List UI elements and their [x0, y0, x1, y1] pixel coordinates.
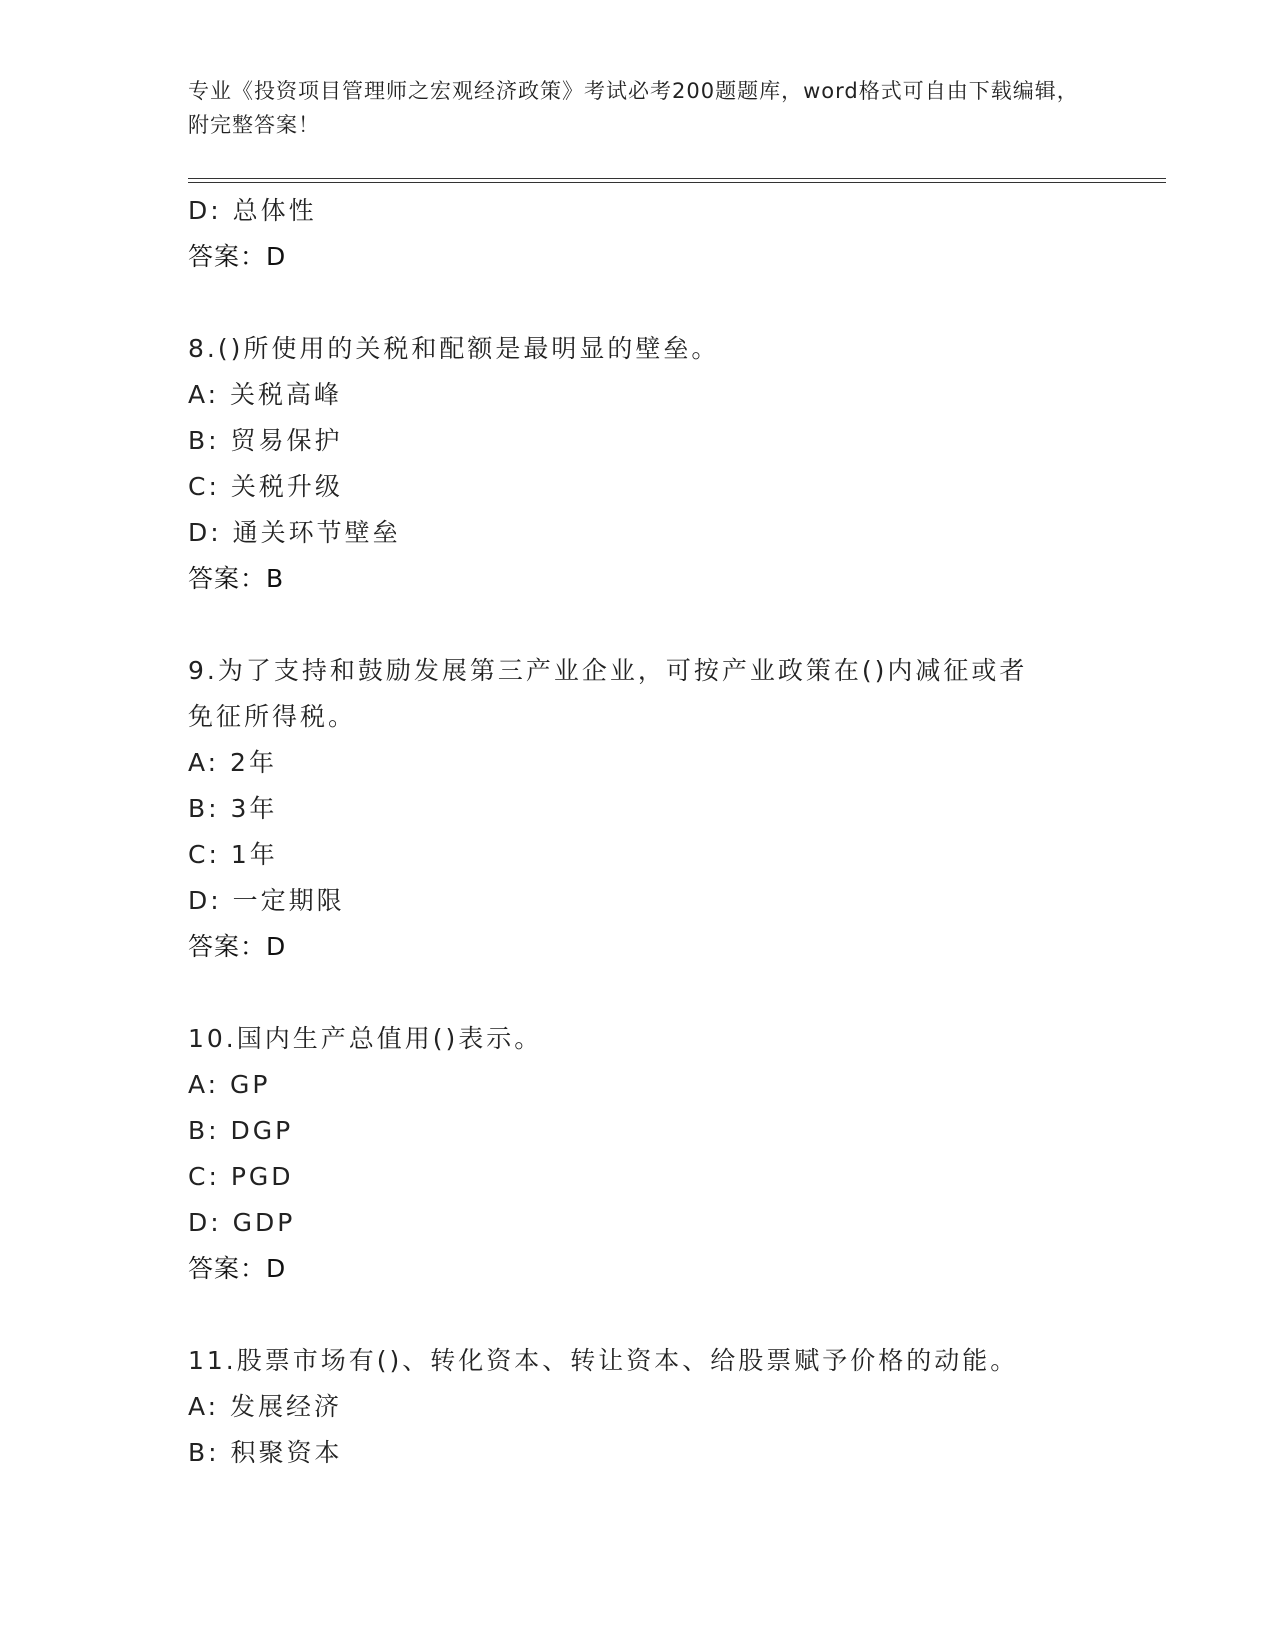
option-b: B: 贸易保护 — [188, 426, 343, 455]
option-a: A: 关税高峰 — [188, 380, 343, 409]
option-c: C: 1年 — [188, 840, 278, 869]
spacer — [188, 280, 1088, 326]
question-block-9 — [188, 648, 1088, 970]
question-block-10 — [188, 1016, 1088, 1292]
header-divider-bottom — [188, 182, 1166, 183]
answer-line: 答案：D — [188, 242, 287, 271]
option-d: D: 通关环节壁垒 — [188, 518, 401, 547]
question-block-11 — [188, 1338, 1088, 1476]
answer-line: 答案：D — [188, 932, 287, 961]
answer-line: 答案：D — [188, 1254, 287, 1283]
question-block-8 — [188, 326, 1088, 602]
spacer — [188, 1292, 1088, 1338]
question-text: 10.国内生产总值用()表示。 — [188, 1024, 543, 1053]
question-block-7-continued — [188, 188, 1088, 280]
spacer — [188, 602, 1088, 648]
option-a: A: 发展经济 — [188, 1392, 343, 1421]
option-a: A: 2年 — [188, 748, 277, 777]
option-a: A: GP — [188, 1070, 271, 1099]
question-text: 8.()所使用的关税和配额是最明显的壁垒。 — [188, 334, 720, 363]
option-d: D: 总体性 — [188, 196, 317, 225]
option-b: B: 积聚资本 — [188, 1438, 343, 1467]
option-d: D: GDP — [188, 1208, 296, 1237]
option-b: B: 3年 — [188, 794, 278, 823]
header-divider-top — [188, 178, 1166, 179]
option-c: C: 关税升级 — [188, 472, 343, 501]
option-c: C: PGD — [188, 1162, 294, 1191]
document-header: 专业《投资项目管理师之宏观经济政策》考试必考200题题库，word格式可自由下载编辑，附完整答案！ — [188, 79, 1079, 137]
answer-line: 答案：B — [188, 564, 285, 593]
question-text: 11.股票市场有()、转化资本、转让资本、给股票赋予价格的动能。 — [188, 1346, 1019, 1375]
option-b: B: DGP — [188, 1116, 294, 1145]
option-d: D: 一定期限 — [188, 886, 345, 915]
question-text: 9.为了支持和鼓励发展第三产业企业，可按产业政策在()内减征或者免征所得税。 — [188, 656, 1028, 731]
spacer — [188, 970, 1088, 1016]
question-list — [188, 188, 1088, 1476]
